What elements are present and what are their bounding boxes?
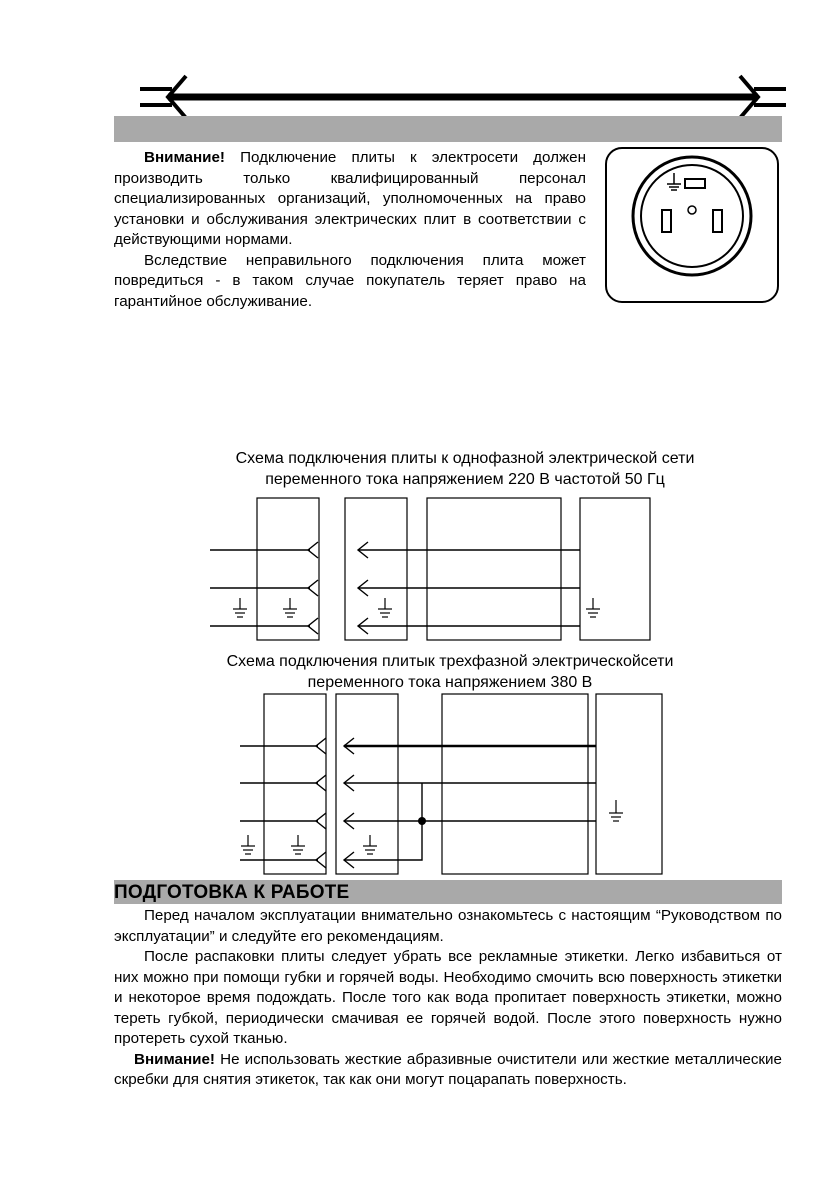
- ground-icon: [378, 598, 392, 617]
- warning-paragraph-2: Вследствие неправильного подключения плита может повредиться - в таком случае покупатель теряет право на гарантийное обслуживание.: [114, 251, 586, 310]
- header-gray-bar: [114, 116, 782, 142]
- preparation-warning-text: Не использовать жесткие абразивные очистители или жесткие металлические скребки для снятия этикеток, так как они могут поцарапать поверхность.: [114, 1050, 782, 1088]
- scheme-single-caption: [160, 448, 770, 490]
- scheme-single-caption-line2: переменного тока напряжением 220 В частотой 50 Гц: [265, 471, 665, 488]
- scheme-single-caption-line1: Схема подключения плиты к однофазной электрической сети: [235, 450, 695, 467]
- socket-illustration: [604, 146, 780, 304]
- header-rule: [138, 72, 788, 122]
- ground-icon: [233, 598, 247, 617]
- scheme-three-diagram: [230, 690, 670, 876]
- socket-ground-slot-icon: [685, 179, 705, 188]
- section-title: ПОДГОТОВКА К РАБОТЕ: [114, 882, 350, 903]
- preparation-paragraph-1: Перед началом эксплуатации внимательно ознакомьтесь с настоящим “Руководством по эксплуатации” и следуйте его рекомендациям.: [114, 907, 782, 945]
- warning-lead: Внимание!: [144, 149, 225, 166]
- socket-left-slot-icon: [662, 210, 671, 232]
- warning-text-block: [114, 148, 586, 312]
- stove-block: [580, 498, 650, 640]
- socket-center-hole-icon: [688, 206, 696, 214]
- ground-icon: [241, 835, 255, 854]
- terminal-block: [442, 694, 588, 874]
- preparation-warning: [114, 1050, 782, 1091]
- plug-block: [257, 498, 319, 640]
- junction-dot-icon: [418, 817, 426, 825]
- ground-icon: [586, 598, 600, 617]
- scheme-three-caption-line2: переменного тока напряжением 380 В: [307, 674, 593, 691]
- warning-text-1: Подключение плиты к электросети должен производить только квалифицированный персонал специализированных организаций, уполномоченных на право установки и обслуживания электрических плит в соответствии с действующими нормами.: [114, 149, 586, 248]
- socket-right-slot-icon: [713, 210, 722, 232]
- preparation-paragraph-2: После распаковки плиты следует убрать все рекламные этикетки. Легко избавиться от них можно при помощи губки и горячей воды. Необходимо смочить всю поверхность этикетки и некоторое время подождать. После того как вода пропитает поверхность этикетки, можно тереть губкой, периодически смачивая ее горячей водой. После этого поверхность нужно протереть сухой тканью.: [114, 948, 782, 1047]
- terminal-block: [427, 498, 561, 640]
- scheme-three-caption-line1: Схема подключения плитык трехфазной электрическойсети: [226, 653, 674, 670]
- stove-block: [596, 694, 662, 874]
- scheme-single-diagram: [200, 495, 660, 645]
- ground-icon: [609, 800, 623, 821]
- ground-icon: [283, 598, 297, 617]
- warning-paragraph-1: [114, 148, 586, 251]
- socket-block: [345, 498, 407, 640]
- preparation-text-block: [114, 906, 782, 1091]
- ground-icon: [363, 835, 377, 854]
- preparation-warning-lead: Внимание!: [134, 1050, 215, 1068]
- ground-icon: [291, 835, 305, 854]
- scheme-three-caption: [140, 651, 760, 693]
